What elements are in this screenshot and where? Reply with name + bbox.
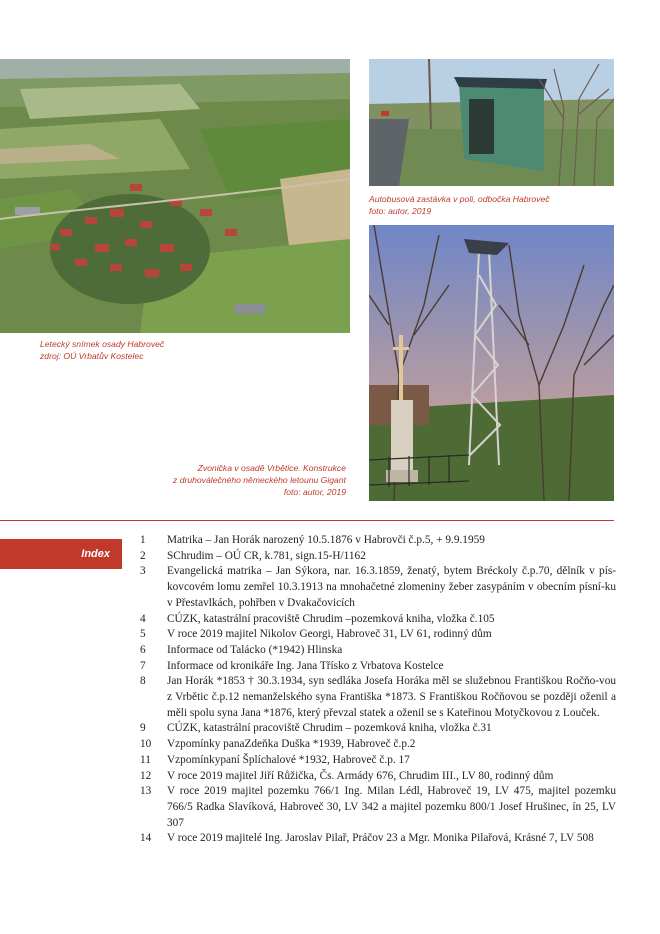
- footnote-item: [140, 737, 616, 753]
- footnote-text: Informace od kronikáře Ing. Jana Třísko z Vrbatova Kostelce: [167, 659, 444, 672]
- footnote-number: 10: [140, 738, 152, 751]
- footnote-number: 3: [140, 565, 146, 578]
- footnote-number: 4: [140, 612, 146, 625]
- footnote-item: [140, 753, 616, 769]
- caption-line: foto: autor, 2019: [283, 487, 346, 497]
- footnote-item: [140, 784, 616, 831]
- footnote-text: Jan Horák *1853 † 30.3.1934, syn sedláka Josefa Horáka měl se služebnou Františkou Ročňo-vou z Vrbětic č.p.12 nemanželského syna Františka *1873. S Františkou Ročňovou se později oženil a měli spolu syna Jana *1876, který převzal statek a oženil se s Kateřinou Motyčkovou z Louček.: [167, 675, 616, 719]
- footnote-number: 1: [140, 534, 146, 546]
- aerial-photo: [0, 59, 350, 333]
- footnote-text: Evangelická matrika – Jan Sýkora, nar. 16.3.1859, ženatý, bytem Bréckoly č.p.70, dělník v pís-kovcovém lomu zemřel 10.3.1913 na mnohačetné zlomeniny žeber zasypáním v obecním písní-ku v Přestavlkách, pohřben v Dvakačovicích: [167, 565, 616, 609]
- caption-line: z druhoválečného německého letounu Gigant: [173, 475, 346, 485]
- footnote-item: [140, 533, 616, 549]
- bell-tower-caption: [173, 462, 346, 498]
- footnote-item: [140, 643, 616, 659]
- caption-line: Letecký snímek osady Habroveč: [40, 339, 165, 349]
- footnote-text: Matrika – Jan Horák narozený 10.5.1876 v Habrovči č.p.5, + 9.9.1959: [167, 534, 485, 546]
- section-divider: [0, 520, 614, 521]
- footnote-number: 8: [140, 675, 146, 688]
- footnote-item: [140, 674, 616, 721]
- footnote-number: 14: [140, 832, 152, 845]
- footnote-text: CÚZK, katastrální pracoviště Chrudim – pozemková kniha, vložka č.31: [167, 722, 492, 735]
- bus-stop-caption: [369, 193, 550, 217]
- footnote-item: [140, 564, 616, 611]
- index-label: Index: [0, 539, 122, 569]
- footnote-number: 13: [140, 785, 152, 798]
- footnote-number: 11: [140, 753, 151, 766]
- caption-line: Zvonička v osadě Vrbětice. Konstrukce: [197, 463, 346, 473]
- footnote-item: [140, 627, 616, 643]
- footnote-text: Informace od Talácko (*1942) Hlinska: [167, 643, 343, 656]
- bus-stop-photo: [369, 59, 614, 186]
- footnote-text: V roce 2019 majitel Nikolov Georgi, Habroveč 31, LV 61, rodinný dům: [167, 628, 492, 641]
- footnote-item: [140, 831, 616, 847]
- footnote-text: Vzpomínkypaní Šplíchalové *1932, Habroveč č.p. 17: [167, 753, 410, 766]
- footnote-text: V roce 2019 majitelé Ing. Jaroslav Pilař, Práčov 23 a Mgr. Monika Pilařová, Krásné 7, LV 508: [167, 832, 594, 845]
- footnote-text: SChrudim – OÚ CR, k.781, sign.15-H/1162: [167, 549, 366, 562]
- bell-tower-photo: [369, 225, 614, 501]
- footnote-item: [140, 769, 616, 785]
- footnote-number: 5: [140, 628, 146, 641]
- footnote-item: [140, 659, 616, 675]
- footnote-number: 7: [140, 659, 146, 672]
- footnote-text: CÚZK, katastrální pracoviště Chrudim –pozemková kniha, vložka č.105: [167, 612, 495, 625]
- footnote-item: [140, 721, 616, 737]
- caption-line: foto: autor, 2019: [369, 206, 432, 216]
- footnote-number: 2: [140, 549, 146, 562]
- footnote-item: [140, 612, 616, 628]
- footnote-text: Vzpomínky panaZdeňka Duška *1939, Habroveč č.p.2: [167, 738, 416, 751]
- footnote-number: 6: [140, 643, 146, 656]
- footnote-number: 12: [140, 769, 152, 782]
- footnote-item: [140, 549, 616, 565]
- footnote-number: 9: [140, 722, 146, 735]
- footnote-text: V roce 2019 majitel Jiří Růžička, Čs. Armády 676, Chrudim III., LV 80, rodinný dům: [167, 769, 554, 782]
- footnote-list: [140, 533, 616, 847]
- aerial-photo-caption: [40, 338, 164, 362]
- caption-line: Autobusová zastávka v poli, odbočka Habroveč: [369, 194, 550, 204]
- caption-line: zdroj: OÚ Vrbatův Kostelec: [40, 351, 144, 361]
- footnote-text: V roce 2019 majitel pozemku 766/1 Ing. Milan Lédl, Habroveč 19, LV 475, majitel pozemku 766/5 Radka Slavíková, Habroveč 30, LV 342 a majitel pozemku 800/1 Josef Hrušinec, ín 25, LV 307: [167, 785, 616, 829]
